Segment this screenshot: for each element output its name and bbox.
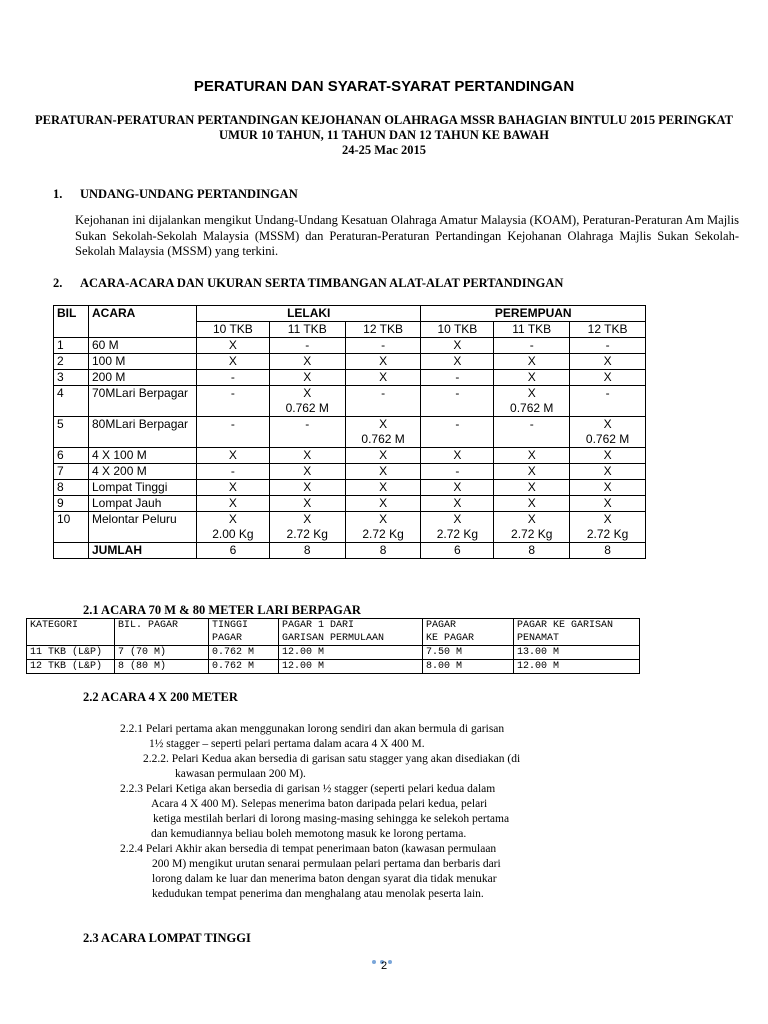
- measurement-value: 0.762 M: [585, 432, 630, 446]
- bil-cell: 7: [54, 464, 89, 480]
- page-title: PERATURAN DAN SYARAT-SYARAT PERTANDINGAN: [193, 78, 575, 95]
- hurdle-cell: 12.00 M: [279, 660, 423, 674]
- category-cell: [570, 386, 646, 417]
- category-cell: [494, 338, 570, 354]
- entry-mark: X: [603, 496, 612, 510]
- category-cell: [345, 448, 421, 464]
- header-line: KE PAGAR: [426, 633, 475, 644]
- category-cell: [570, 354, 646, 370]
- hurdle-cell: 7.50 M: [423, 646, 514, 660]
- category-cell: [345, 480, 421, 496]
- section-1-paragraph: Kejohanan ini dijalankan mengikut Undang-Undang Kesatuan Olahraga Amatur Malaysia (KOAM), Peraturan-Peraturan Am Majlis Sukan Sekolah-Sekolah Malaysia (MSSM) dan Peraturan-Peraturan Pertandingan Kejohanan Olahraga Majlis Sukan Sekolah-Sekolah Malaysia (MSSM) yang terkini.: [75, 213, 739, 258]
- measurement-value: 2.72 Kg: [362, 527, 404, 541]
- entry-mark: X: [379, 480, 388, 494]
- category-cell: [345, 338, 421, 354]
- total-cell: 8: [345, 543, 421, 559]
- category-cell: [197, 512, 270, 543]
- paragraph-line: kawasan permulaan 200 M).: [175, 768, 306, 780]
- entry-mark: X: [303, 354, 312, 368]
- entry-mark: X: [453, 512, 462, 526]
- bil-cell: 8: [54, 480, 89, 496]
- table-row: [54, 480, 646, 496]
- hurdle-header-cell: [115, 619, 209, 646]
- subtitle-line-3: 24-25 Mac 2015: [341, 143, 426, 157]
- entry-mark: -: [529, 338, 534, 352]
- bil-cell: 5: [54, 417, 89, 448]
- section-2-title: ACARA-ACARA DAN UKURAN SERTA TIMBANGAN ALAT-ALAT PERTANDINGAN: [80, 276, 564, 290]
- subsection-2-2-heading: 2.2 ACARA 4 X 200 METER: [83, 690, 238, 704]
- category-cell: [197, 464, 270, 480]
- header-bil: BIL: [54, 306, 89, 338]
- total-label: JUMLAH: [89, 543, 197, 559]
- subheader-cell: 10 TKB: [421, 322, 494, 338]
- hurdle-cell: 0.762 M: [209, 646, 279, 660]
- entry-mark: X: [527, 464, 536, 478]
- entry-mark: X: [303, 480, 312, 494]
- events-header-row: [54, 306, 646, 322]
- table-row: [27, 646, 640, 660]
- paragraph-line: 1½ stagger – seperti pelari pertama dalam acara 4 X 400 M.: [149, 738, 425, 750]
- entry-mark: X: [527, 354, 536, 368]
- entry-mark: -: [455, 370, 460, 384]
- entry-mark: X: [603, 512, 612, 526]
- total-cell: 6: [197, 543, 270, 559]
- table-row: [54, 338, 646, 354]
- entry-mark: -: [605, 386, 610, 400]
- entry-mark: X: [228, 354, 237, 368]
- section-1-number: 1.: [53, 187, 63, 201]
- subtitle-line-2: UMUR 10 TAHUN, 11 TAHUN DAN 12 TAHUN KE BAWAH: [219, 128, 549, 142]
- hurdle-cell: 8.00 M: [423, 660, 514, 674]
- hurdle-header-cell: [27, 619, 115, 646]
- entry-mark: X: [603, 354, 612, 368]
- entry-mark: X: [527, 370, 536, 384]
- table-row: [54, 512, 646, 543]
- category-cell: [197, 386, 270, 417]
- hurdle-header-cell: [514, 619, 640, 646]
- category-cell: [494, 448, 570, 464]
- hurdle-cell: 12 TKB (L&P): [27, 660, 115, 674]
- hurdle-cell: 12.00 M: [514, 660, 640, 674]
- category-cell: [345, 354, 421, 370]
- hurdle-header-cell: [209, 619, 279, 646]
- paragraph-line: 2.2.4 Pelari Akhir akan bersedia di tempat penerimaan baton (kawasan permulaan: [120, 843, 497, 855]
- subheader-cell: 12 TKB: [570, 322, 646, 338]
- entry-mark: X: [453, 338, 462, 352]
- acara-cell: 4 X 200 M: [89, 464, 197, 480]
- paragraph-2-2-4: [120, 842, 501, 902]
- category-cell: [197, 448, 270, 464]
- category-cell: [421, 496, 494, 512]
- total-cell: 8: [494, 543, 570, 559]
- category-cell: [421, 480, 494, 496]
- header-line: KATEGORI: [30, 620, 79, 631]
- entry-mark: X: [228, 480, 237, 494]
- paragraph-2-2-3: [120, 782, 509, 842]
- entry-mark: X: [303, 512, 312, 526]
- acara-cell: 60 M: [89, 338, 197, 354]
- measurement-value: 2.72 Kg: [586, 527, 629, 541]
- category-cell: [269, 386, 345, 417]
- entry-mark: X: [603, 480, 612, 494]
- header-line: TINGGI: [212, 620, 249, 631]
- bil-cell: 10: [54, 512, 89, 543]
- bil-cell: [54, 543, 89, 559]
- category-cell: [269, 338, 345, 354]
- category-cell: [197, 496, 270, 512]
- bil-cell: 3: [54, 370, 89, 386]
- category-cell: [345, 464, 421, 480]
- acara-cell: Lompat Tinggi: [89, 480, 197, 496]
- subtitle-line-1: PERATURAN-PERATURAN PERTANDINGAN KEJOHANAN OLAHRAGA MSSR BAHAGIAN BINTULU 2015 PERINGKAT: [35, 113, 733, 127]
- category-cell: [197, 370, 270, 386]
- category-cell: [421, 417, 494, 448]
- entry-mark: X: [303, 370, 312, 384]
- table-row: [54, 354, 646, 370]
- entry-mark: X: [228, 512, 237, 526]
- entry-mark: X: [527, 448, 536, 462]
- category-cell: [494, 512, 570, 543]
- category-cell: [494, 370, 570, 386]
- hurdle-header-cell: [423, 619, 514, 646]
- category-cell: [494, 354, 570, 370]
- table-row: [54, 386, 646, 417]
- header-line: PAGAR: [212, 633, 243, 644]
- subheader-cell: 11 TKB: [269, 322, 345, 338]
- category-cell: [345, 386, 421, 417]
- category-cell: [570, 370, 646, 386]
- category-cell: [421, 512, 494, 543]
- subheader-cell: 10 TKB: [197, 322, 270, 338]
- total-cell: 6: [421, 543, 494, 559]
- measurement-value: 0.762 M: [510, 401, 554, 415]
- entry-mark: X: [603, 370, 612, 384]
- total-cell: 8: [269, 543, 345, 559]
- entry-mark: X: [603, 448, 612, 462]
- category-cell: [421, 464, 494, 480]
- entry-mark: X: [453, 480, 462, 494]
- table-row: [54, 370, 646, 386]
- category-cell: [345, 512, 421, 543]
- category-cell: [269, 370, 345, 386]
- entry-mark: -: [230, 417, 235, 431]
- category-cell: [345, 370, 421, 386]
- category-cell: [570, 496, 646, 512]
- entry-mark: -: [605, 338, 610, 352]
- entry-mark: X: [527, 386, 536, 400]
- table-row: [54, 417, 646, 448]
- acara-cell: 80MLari Berpagar: [89, 417, 197, 448]
- category-cell: [570, 512, 646, 543]
- category-cell: [345, 496, 421, 512]
- category-cell: [197, 338, 270, 354]
- measurement-value: 0.762 M: [285, 401, 329, 415]
- entry-mark: X: [303, 386, 312, 400]
- bil-cell: 4: [54, 386, 89, 417]
- header-line: PAGAR KE GARISAN: [517, 620, 614, 631]
- entry-mark: -: [305, 417, 310, 431]
- bil-cell: 2: [54, 354, 89, 370]
- header-line: [30, 632, 111, 645]
- header-line: PAGAR 1 DARI: [282, 620, 355, 631]
- paragraph-line: dan kemudiannya beliau boleh memotong masuk ke lorong pertama.: [151, 828, 467, 840]
- hurdle-table: [26, 618, 640, 674]
- section-2-heading: [53, 276, 563, 291]
- measurement-value: 2.72 Kg: [511, 527, 553, 541]
- acara-cell: 100 M: [89, 354, 197, 370]
- category-cell: [197, 480, 270, 496]
- bil-cell: 6: [54, 448, 89, 464]
- subheader-cell: 12 TKB: [345, 322, 421, 338]
- category-cell: [269, 496, 345, 512]
- acara-cell: 70MLari Berpagar: [89, 386, 197, 417]
- category-cell: [269, 354, 345, 370]
- table-row: [54, 496, 646, 512]
- paragraph-line: kedudukan tempat penerima dan menghalang atau menolak peserta lain.: [152, 888, 484, 900]
- document-subtitle: [30, 113, 738, 158]
- entry-mark: X: [379, 448, 388, 462]
- entry-mark: -: [381, 386, 386, 400]
- entry-mark: X: [228, 496, 237, 510]
- category-cell: [570, 464, 646, 480]
- header-acara: ACARA: [89, 306, 197, 338]
- header-line: [118, 632, 205, 645]
- paragraph-line: 2.2.3 Pelari Ketiga akan bersedia di garisan ½ stagger (seperti pelari kedua dalam: [120, 783, 496, 795]
- category-cell: [269, 448, 345, 464]
- category-cell: [494, 480, 570, 496]
- category-cell: [570, 448, 646, 464]
- entry-mark: X: [527, 496, 536, 510]
- hurdle-cell: 11 TKB (L&P): [27, 646, 115, 660]
- hurdle-header-row: [27, 619, 640, 646]
- events-table: [53, 305, 646, 559]
- entry-mark: -: [230, 386, 235, 400]
- subsection-2-3-heading: 2.3 ACARA LOMPAT TINGGI: [83, 931, 251, 945]
- header-line: PENAMAT: [517, 633, 560, 644]
- category-cell: [494, 464, 570, 480]
- hurdle-header-cell: [279, 619, 423, 646]
- entry-mark: -: [305, 338, 310, 352]
- hurdle-cell: 13.00 M: [514, 646, 640, 660]
- category-cell: [421, 386, 494, 417]
- entry-mark: X: [603, 417, 612, 431]
- section-1-heading: [53, 187, 298, 202]
- paragraph-line: 2.2.2. Pelari Kedua akan bersedia di garisan satu stagger yang akan disediakan (di: [143, 753, 521, 765]
- acara-cell: Lompat Jauh: [89, 496, 197, 512]
- table-row: [27, 660, 640, 674]
- paragraph-line: 200 M) mengikut urutan senarai permulaan pelari pertama dan berbaris dari: [152, 858, 501, 870]
- category-cell: [197, 354, 270, 370]
- entry-mark: X: [603, 464, 612, 478]
- header-line: BIL. PAGAR: [118, 620, 179, 631]
- subheader-cell: 11 TKB: [494, 322, 570, 338]
- subsection-2-1-heading: 2.1 ACARA 70 M & 80 METER LARI BERPAGAR: [83, 603, 361, 617]
- category-cell: [494, 386, 570, 417]
- events-table-body: [54, 306, 646, 559]
- measurement-value: 2.00 Kg: [212, 527, 254, 541]
- total-row: [54, 543, 646, 559]
- page-number: 2: [380, 960, 388, 972]
- category-cell: [345, 417, 421, 448]
- hurdle-cell: 8 (80 M): [115, 660, 209, 674]
- category-cell: [421, 338, 494, 354]
- paragraph-line: 2.2.1 Pelari pertama akan menggunakan lorong sendiri dan akan bermula di garisan: [120, 723, 505, 735]
- category-cell: [197, 417, 270, 448]
- paragraph-line: lorong dalam ke luar dan menerima baton dengan syarat dia tidak menukar: [152, 873, 497, 885]
- hurdle-cell: 7 (70 M): [115, 646, 209, 660]
- category-cell: [269, 464, 345, 480]
- header-line: GARISAN PERMULAAN: [282, 633, 385, 644]
- category-cell: [570, 480, 646, 496]
- paragraph-line: ketiga mestilah berlari di lorong masing-masing sehingga ke selekoh pertama: [153, 813, 510, 825]
- category-cell: [570, 338, 646, 354]
- measurement-value: 0.762 M: [361, 432, 405, 446]
- paragraph-2-2-1: [120, 722, 504, 752]
- table-row: [54, 464, 646, 480]
- acara-cell: 200 M: [89, 370, 197, 386]
- category-cell: [269, 512, 345, 543]
- entry-mark: X: [379, 354, 388, 368]
- header-perempuan: PEREMPUAN: [421, 306, 646, 322]
- header-lelaki: LELAKI: [197, 306, 421, 322]
- acara-cell: 4 X 100 M: [89, 448, 197, 464]
- entry-mark: X: [303, 464, 312, 478]
- entry-mark: -: [455, 417, 460, 431]
- entry-mark: X: [379, 370, 388, 384]
- entry-mark: X: [379, 417, 388, 431]
- category-cell: [269, 417, 345, 448]
- category-cell: [421, 354, 494, 370]
- entry-mark: -: [529, 417, 534, 431]
- entry-mark: X: [379, 512, 388, 526]
- entry-mark: X: [379, 464, 388, 478]
- hurdle-cell: 0.762 M: [209, 660, 279, 674]
- entry-mark: X: [303, 496, 312, 510]
- category-cell: [269, 480, 345, 496]
- measurement-value: 2.72 Kg: [286, 527, 328, 541]
- table-row: [54, 448, 646, 464]
- entry-mark: X: [228, 338, 237, 352]
- entry-mark: X: [303, 448, 312, 462]
- hurdle-table-body: [27, 619, 640, 674]
- category-cell: [421, 448, 494, 464]
- entry-mark: X: [379, 496, 388, 510]
- entry-mark: X: [527, 512, 536, 526]
- category-cell: [494, 417, 570, 448]
- section-2-number: 2.: [53, 276, 63, 290]
- bil-cell: 9: [54, 496, 89, 512]
- section-1-title: UNDANG-UNDANG PERTANDINGAN: [80, 187, 298, 201]
- category-cell: [494, 496, 570, 512]
- header-line: PAGAR: [426, 620, 457, 631]
- hurdle-cell: 12.00 M: [279, 646, 423, 660]
- entry-mark: X: [453, 448, 462, 462]
- entry-mark: -: [230, 464, 235, 478]
- category-cell: [421, 370, 494, 386]
- paragraph-2-2-2: [143, 752, 520, 782]
- category-cell: [570, 417, 646, 448]
- bil-cell: 1: [54, 338, 89, 354]
- paragraph-line: Acara 4 X 400 M). Selepas menerima baton daripada pelari kedua, pelari: [151, 798, 488, 810]
- entry-mark: X: [453, 496, 462, 510]
- entry-mark: X: [527, 480, 536, 494]
- acara-cell: Melontar Peluru: [89, 512, 197, 543]
- entry-mark: -: [455, 464, 460, 478]
- entry-mark: -: [381, 338, 386, 352]
- entry-mark: -: [455, 386, 460, 400]
- entry-mark: X: [453, 354, 462, 368]
- entry-mark: X: [228, 448, 237, 462]
- entry-mark: -: [230, 370, 235, 384]
- measurement-value: 2.72 Kg: [436, 527, 479, 541]
- total-cell: 8: [570, 543, 646, 559]
